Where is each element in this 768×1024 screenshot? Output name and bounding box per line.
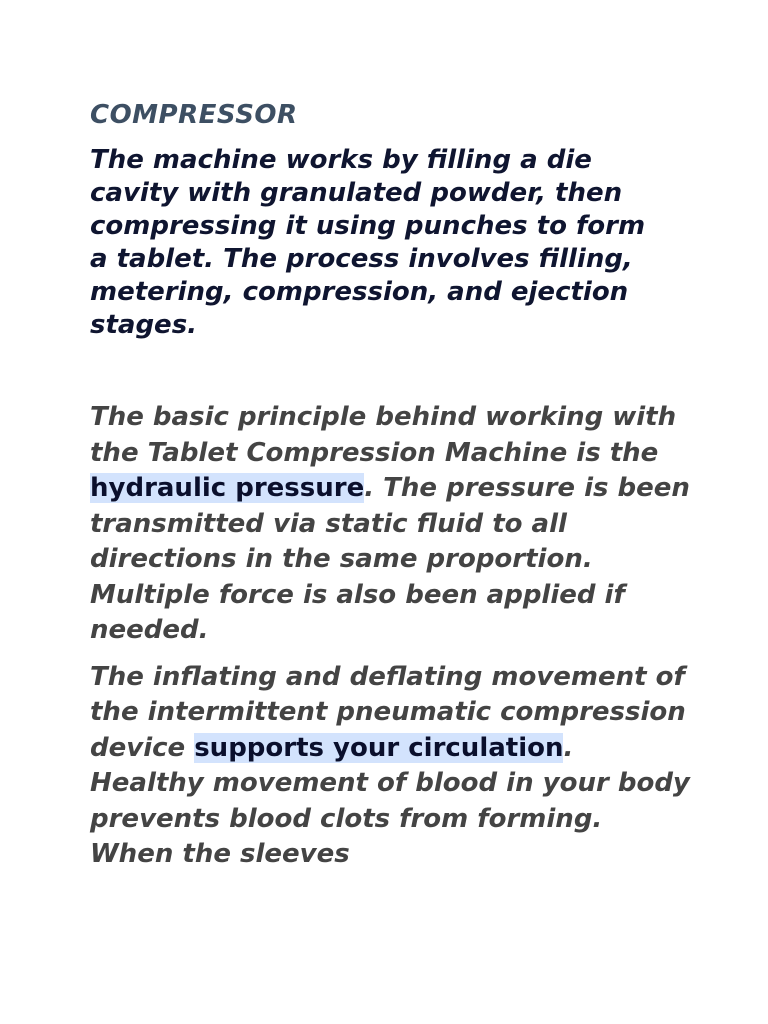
principle-paragraph	[90, 400, 690, 649]
intro-paragraph: The machine works by filling a die cavity with granulated powder, then compressing it using punches to form a tablet. The process involves filling, metering, compression, and ejection stages.	[90, 145, 646, 340]
highlight-supports-circulation: supports your circulation	[194, 732, 564, 763]
circulation-text-before: The inflating and deflating movement of the intermittent pneumatic compression device	[90, 661, 686, 763]
principle-text-before: The basic principle behind working with the Tablet Compression Machine is the	[90, 402, 677, 468]
principle-text-after: . The pressure is been transmitted via static fluid to all directions in the same proportion. Multiple force is also been applied if needed.	[90, 473, 690, 645]
highlight-hydraulic-pressure: hydraulic pressure	[90, 473, 365, 503]
circulation-text-after: . Healthy movement of blood in your body prevents blood clots from forming. When the sleeves	[90, 732, 690, 869]
document-heading: COMPRESSOR	[90, 100, 298, 130]
circulation-paragraph	[90, 660, 690, 873]
document-page	[90, 98, 690, 884]
